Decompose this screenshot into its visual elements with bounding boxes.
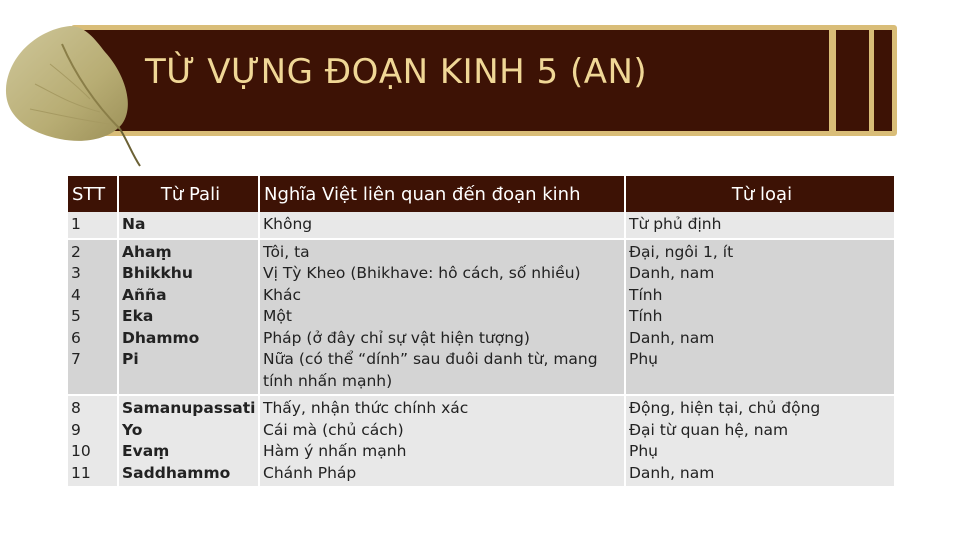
bodhi-leaf-icon	[0, 14, 150, 174]
word-type-cell: Từ phủ định	[625, 212, 894, 239]
stt-cell: 8 9 10 11	[68, 395, 118, 487]
table-header-row	[68, 176, 894, 212]
word-type-cell: Đại, ngôi 1, ít Danh, nam Tính Tính Danh, nam Phụ	[625, 239, 894, 396]
pali-cell: Ahaṃ Bhikkhu Añña Eka Dhammo Pi	[118, 239, 259, 396]
table-row	[68, 395, 894, 487]
banner-stripe-right	[874, 30, 892, 131]
table-row	[68, 239, 894, 396]
pali-cell: Na	[118, 212, 259, 239]
word-type-cell: Động, hiện tại, chủ động Đại từ quan hệ, nam Phụ Danh, nam	[625, 395, 894, 487]
header-word-type: Từ loại	[625, 176, 894, 212]
vocabulary-table	[68, 176, 894, 488]
meaning-cell: Không	[259, 212, 625, 239]
meaning-cell: Tôi, ta Vị Tỳ Kheo (Bhikhave: hô cách, số nhiều) Khác Một Pháp (ở đây chỉ sự vật hiện tượng) Nữa (có thể “dính” sau đuôi danh từ, mang tính nhấn mạnh)	[259, 239, 625, 396]
header-meaning: Nghĩa Việt liên quan đến đoạn kinh	[259, 176, 625, 212]
meaning-cell: Thấy, nhận thức chính xác Cái mà (chủ cách) Hàm ý nhấn mạnh Chánh Pháp	[259, 395, 625, 487]
page-title: TỪ VỰNG ĐOẠN KINH 5 (AN)	[145, 52, 648, 92]
table-row	[68, 212, 894, 239]
stt-cell: 2 3 4 5 6 7	[68, 239, 118, 396]
pali-cell: Samanupassati Yo Evaṃ Saddhammo	[118, 395, 259, 487]
banner-stripe	[836, 30, 869, 131]
stt-cell: 1	[68, 212, 118, 239]
header-pali: Từ Pali	[118, 176, 259, 212]
header-stt: STT	[68, 176, 118, 212]
